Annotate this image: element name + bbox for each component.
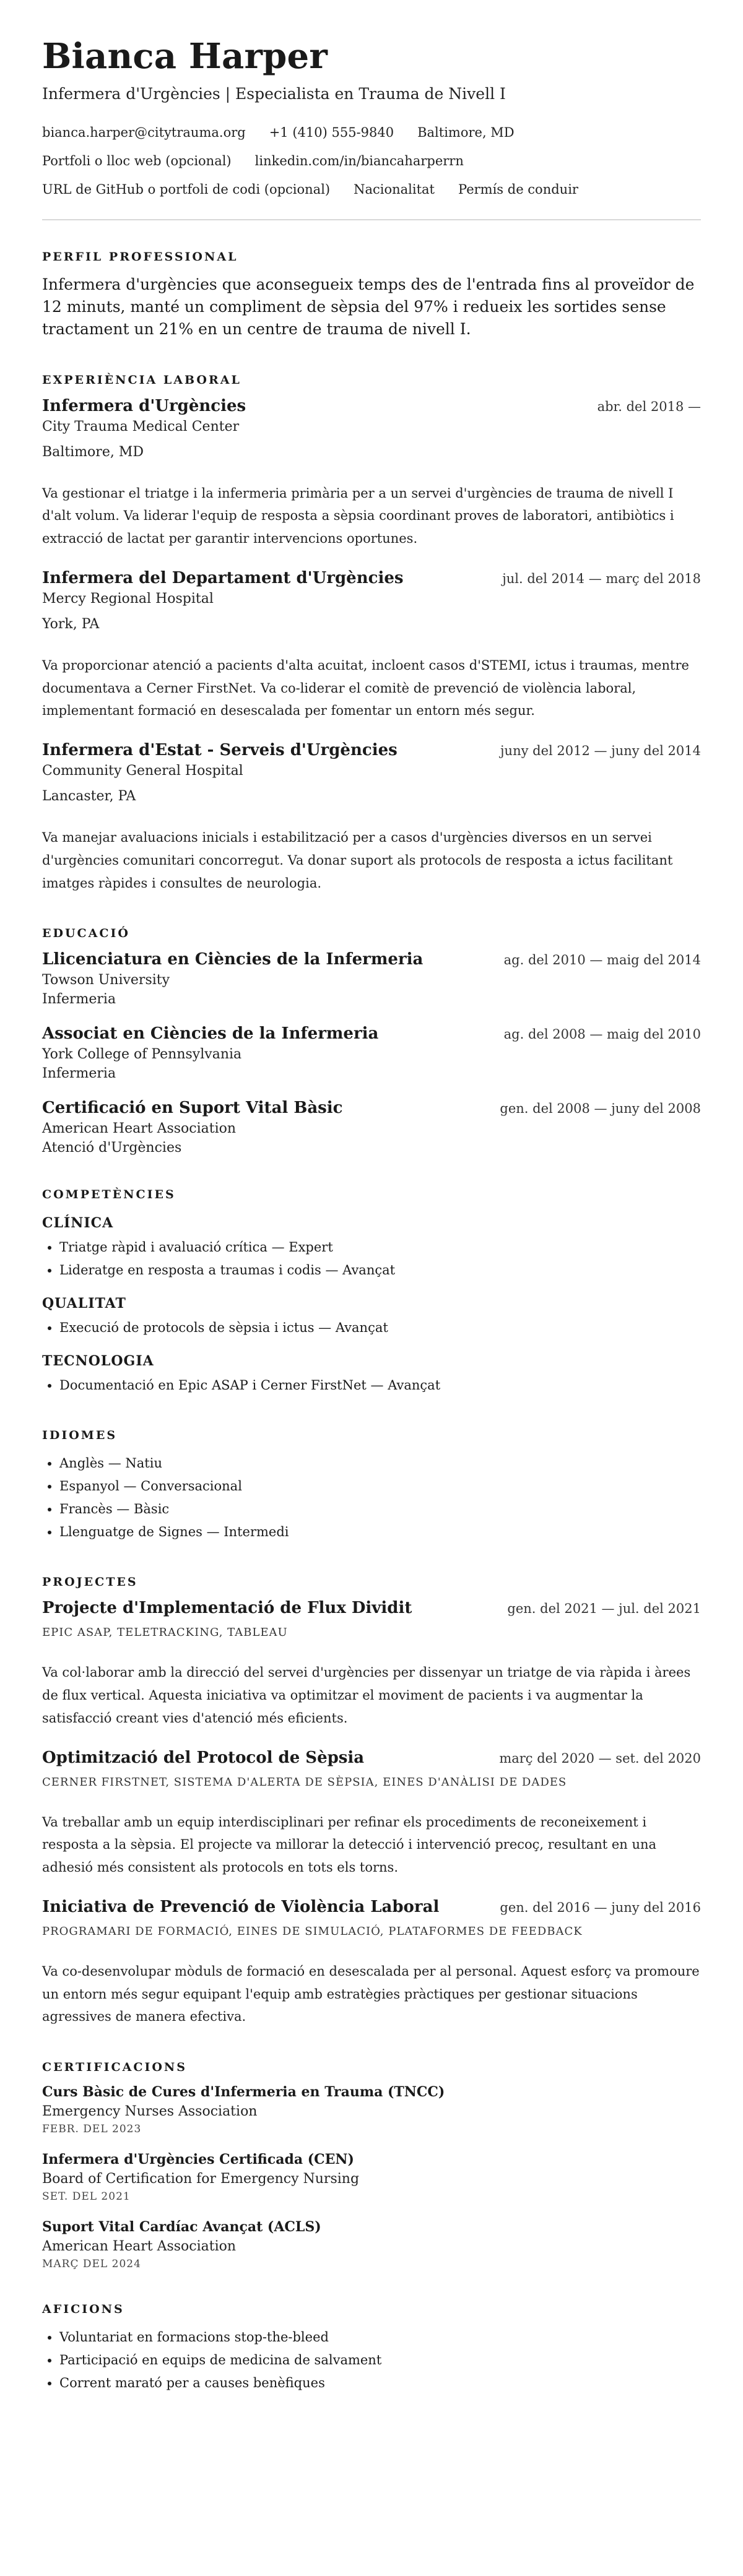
field-of-study: Infermeria [42, 992, 116, 1008]
hobby-item: • Corrent marató per a causes benèfiques [59, 2372, 701, 2395]
project-date: gen. del 2016 — juny del 2016 [500, 1900, 701, 1915]
contact-phone[interactable]: +1 (410) 555-9840 [269, 124, 394, 140]
skill-item: • Execució de protocols de sèpsia i ictus — Avançat [59, 1316, 701, 1339]
job-date: juny del 2012 — juny del 2014 [500, 743, 701, 759]
contact-github[interactable]: URL de GitHub o portfoli de codi (opcional) [42, 181, 331, 197]
section-title-languages: IDIOMES [42, 1428, 118, 1443]
job-date: abr. del 2018 — [597, 399, 701, 414]
project-date: gen. del 2021 — jul. del 2021 [507, 1601, 701, 1617]
project-date: març del 2020 — set. del 2020 [499, 1750, 701, 1766]
job-location: Lancaster, PA [42, 789, 136, 805]
project-title: Projecte d'Implementació de Flux Dividit [42, 1599, 412, 1618]
contact-nationality: Nacionalitat [354, 181, 435, 197]
skill-item: • Triatge ràpid i avaluació crítica — Expert [59, 1236, 701, 1259]
skill-list [42, 1374, 701, 1397]
certification-issuer: Emergency Nurses Association [42, 2104, 258, 2120]
education-entry [42, 1024, 701, 1081]
field-of-study: Atenció d'Urgències [42, 1140, 182, 1156]
job-employer: Mercy Regional Hospital [42, 590, 214, 607]
project-title: Optimització del Protocol de Sèpsia [42, 1748, 365, 1767]
header-divider [42, 219, 701, 220]
degree-title: Certificació en Suport Vital Bàsic [42, 1099, 343, 1118]
certification-title: Curs Bàsic de Cures d'Infermeria en Trauma (TNCC) [42, 2084, 445, 2101]
job-employer: Community General Hospital [42, 763, 243, 779]
hobby-item: • Participació en equips de medicina de salvament [59, 2349, 701, 2372]
skills-section [42, 1188, 701, 1396]
contact-portfolio[interactable]: Portfoli o lloc web (opcional) [42, 153, 232, 168]
project-description: Va co-desenvolupar mòduls de formació en desescalada per al personal. Aquest esforç va promoure un entorn més segur equipant l'equip amb estratègies pràctiques per gestionar situacions agressives de manera efectiva. [42, 1963, 700, 2025]
contact-row-1 [42, 125, 701, 140]
section-title-education: EDUCACIÓ [42, 927, 130, 941]
institution: American Heart Association [42, 1121, 237, 1137]
project-tech: EPIC ASAP, TELETRACKING, TABLEAU [42, 1626, 288, 1640]
contact-location: Baltimore, MD [417, 124, 515, 140]
section-title-certifications: CERTIFICACIONS [42, 2060, 187, 2075]
skill-category: CLÍNICA [42, 1215, 114, 1232]
hobby-list [42, 2326, 701, 2394]
degree-title: Associat en Ciències de la Infermeria [42, 1024, 379, 1044]
certification-title: Infermera d'Urgències Certificada (CEN) [42, 2151, 354, 2168]
language-item: • Llenguatge de Signes — Intermedi [59, 1521, 701, 1544]
job-location: York, PA [42, 616, 100, 632]
section-title-summary: PERFIL PROFESSIONAL [42, 249, 238, 264]
experience-section [42, 373, 701, 895]
skill-list [42, 1236, 701, 1282]
summary-text: Infermera d'urgències que aconsegueix temps des de l'entrada fins al proveïdor de 12 minuts, manté un compliment de sèpsia del 97% i redueix les sortides sense tractament un 21% en un centre de trauma de nivell I. [42, 275, 695, 339]
education-entry [42, 950, 701, 1007]
summary-section [42, 250, 701, 341]
projects-section [42, 1575, 701, 2028]
language-list [42, 1452, 701, 1543]
section-title-skills: COMPETÈNCIES [42, 1188, 176, 1202]
skill-category: TECNOLOGIA [42, 1352, 154, 1369]
job-title: Infermera d'Urgències [42, 396, 246, 415]
skill-item: • Documentació en Epic ASAP i Cerner FirstNet — Avançat [59, 1374, 701, 1397]
degree-title: Llicenciatura en Ciències de la Infermeria [42, 950, 424, 969]
institution: Towson University [42, 972, 170, 988]
certification-entry [42, 2219, 701, 2270]
field-of-study: Infermeria [42, 1066, 116, 1082]
skill-list [42, 1316, 701, 1339]
project-description: Va col·laborar amb la direcció del servei d'urgències per dissenyar un triatge de via ràpida i àrees de flux vertical. Aquesta iniciativa va optimitzar el moviment de pacients i va augmentar la satisfacció creant vies d'atenció més eficients. [42, 1665, 691, 1726]
project-entry [42, 1748, 701, 1879]
hobbies-section [42, 2302, 701, 2394]
education-section [42, 927, 701, 1156]
certification-issuer: Board of Certification for Emergency Nursing [42, 2171, 360, 2187]
contact-email[interactable]: bianca.harper@citytrauma.org [42, 124, 246, 140]
candidate-name: Bianca Harper [42, 36, 328, 77]
degree-date: ag. del 2010 — maig del 2014 [503, 953, 701, 968]
certification-issuer: American Heart Association [42, 2239, 237, 2255]
degree-date: gen. del 2008 — juny del 2008 [500, 1101, 701, 1117]
project-tech: CERNER FIRSTNET, SISTEMA D'ALERTA DE SÈPSIA, EINES D'ANÀLISI DE DADES [42, 1775, 567, 1789]
experience-entry [42, 569, 701, 722]
language-item: • Francès — Bàsic [59, 1498, 701, 1521]
certification-title: Suport Vital Cardíac Avançat (ACLS) [42, 2219, 321, 2236]
experience-entry [42, 397, 701, 550]
project-entry [42, 1898, 701, 2028]
skill-category: QUALITAT [42, 1295, 126, 1312]
certification-entry [42, 2151, 701, 2203]
section-title-experience: EXPERIÈNCIA LABORAL [42, 373, 241, 387]
job-employer: City Trauma Medical Center [42, 418, 240, 434]
contact-row-3 [42, 182, 701, 197]
certification-date: FEBR. DEL 2023 [42, 2123, 142, 2136]
certification-entry [42, 2084, 701, 2135]
contact-linkedin[interactable]: linkedin.com/in/biancaharperrn [254, 153, 464, 168]
certifications-section [42, 2060, 701, 2270]
hobby-item: • Voluntariat en formacions stop-the-bleed [59, 2326, 701, 2349]
job-description: Va gestionar el triatge i la infermeria primària per a un servei d'urgències de trauma de nivell I d'alt volum. Va liderar l'equip de resposta a sèpsia coordinant proves de laboratori, antibiòtics i extracció de lactat per garantir intervencions oportunes. [42, 485, 674, 547]
languages-section [42, 1428, 701, 1543]
job-location: Baltimore, MD [42, 444, 144, 460]
job-title: Infermera d'Estat - Serveis d'Urgències [42, 741, 398, 760]
project-tech: PROGRAMARI DE FORMACIÓ, EINES DE SIMULACIÓ, PLATAFORMES DE FEEDBACK [42, 1924, 583, 1938]
experience-entry [42, 741, 701, 894]
certification-date: SET. DEL 2021 [42, 2190, 131, 2203]
contact-driving-license: Permís de conduir [458, 181, 578, 197]
job-description: Va manejar avaluacions inicials i estabilització per a casos d'urgències diversos en un servei d'urgències comunitari concorregut. Va donar suport als protocols de resposta a ictus facilitant imatges ràpides i consultes de neurologia. [42, 830, 673, 891]
job-description: Va proporcionar atenció a pacients d'alta acuitat, incloent casos d'STEMI, ictus i traumas, mentre documentava a Cerner FirstNet. Va co-liderar el comitè de prevenció de violència laboral, implementant formació en desescalada per fomentar un entorn més segur. [42, 657, 689, 719]
section-title-hobbies: AFICIONS [42, 2302, 124, 2317]
language-item: • Espanyol — Conversacional [59, 1475, 701, 1498]
degree-date: ag. del 2008 — maig del 2010 [503, 1027, 701, 1042]
candidate-headline: Infermera d'Urgències | Especialista en Trauma de Nivell I [42, 84, 506, 103]
job-title: Infermera del Departament d'Urgències [42, 568, 404, 587]
job-date: jul. del 2014 — març del 2018 [502, 571, 701, 586]
project-entry [42, 1599, 701, 1729]
education-entry [42, 1099, 701, 1156]
skill-item: • Lideratge en resposta a traumas i codis — Avançat [59, 1259, 701, 1282]
project-title: Iniciativa de Prevenció de Violència Laboral [42, 1897, 440, 1916]
language-item: • Anglès — Natiu [59, 1452, 701, 1475]
project-description: Va treballar amb un equip interdisciplinari per refinar els procediments de reconeixement i resposta a la sèpsia. El projecte va millorar la detecció i intervenció precoç, resultant en una adhesió més consistent als protocols en tots els torns. [42, 1814, 657, 1875]
contact-row-2 [42, 153, 701, 168]
institution: York College of Pennsylvania [42, 1047, 242, 1063]
certification-date: MARÇ DEL 2024 [42, 2258, 141, 2271]
section-title-projects: PROJECTES [42, 1575, 138, 1589]
